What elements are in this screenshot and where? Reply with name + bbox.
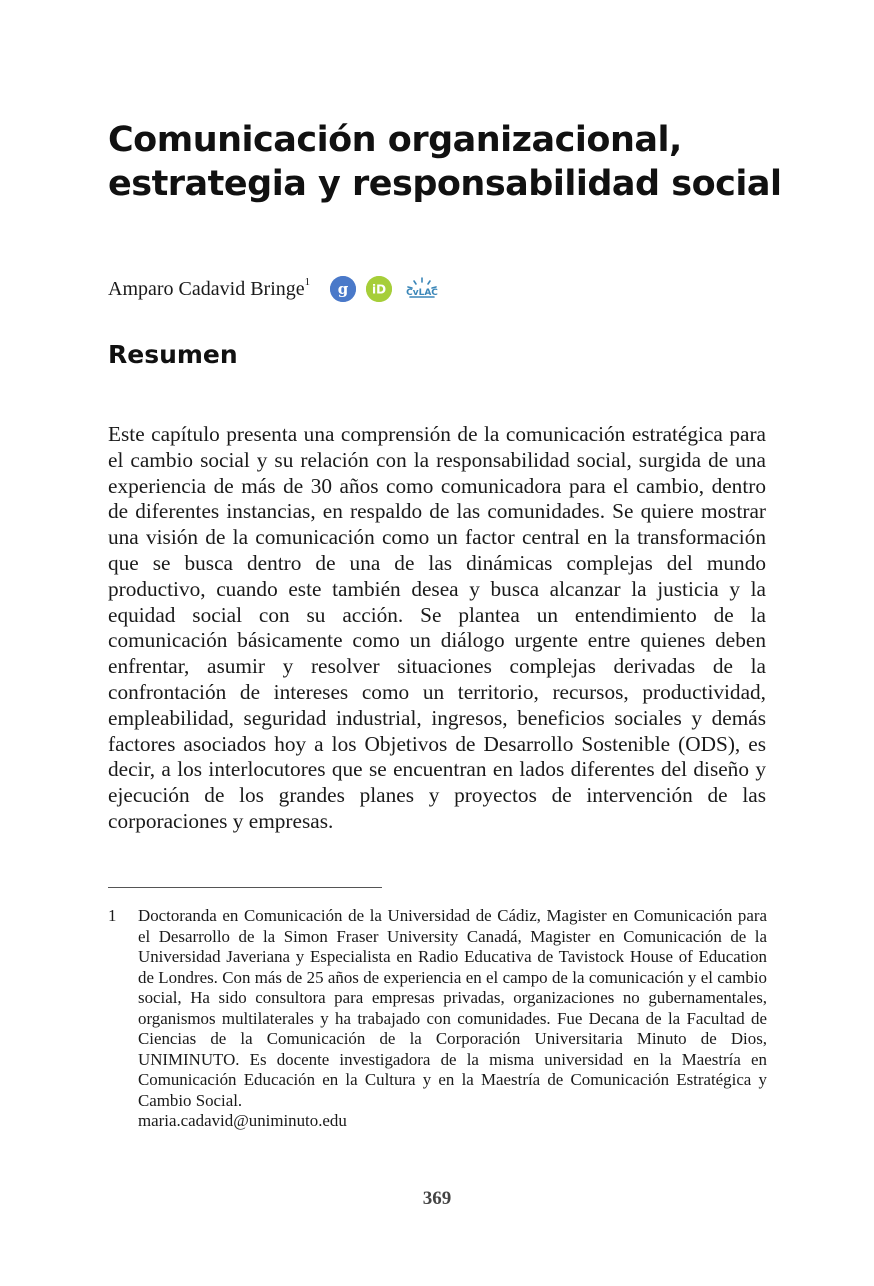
chapter-title-line-2: estrategia y responsabilidad social: [108, 164, 782, 204]
page-number: 369: [422, 1188, 452, 1209]
svg-text:g: g: [337, 280, 349, 298]
footnote-number: 1: [108, 906, 117, 925]
google-scholar-icon[interactable]: [330, 276, 356, 302]
cvlac-icon[interactable]: [404, 276, 440, 302]
orcid-icon[interactable]: [366, 276, 392, 302]
footnote-text: Doctoranda en Comunicación de la Universidad de Cádiz, Magister en Comunicación para el Desarrollo de la Simon Fraser University Canadá, Magister en Comunicación de la Universidad Javeriana y Especialista en Radio Educativa de Tavistock House of Education de Londres. Con más de 25 años de experiencia en el campo de la comunicación y el cambio social, Ha sido consultora para empresas privadas, organizaciones no gubernamentales, organismos multilaterales y ha trabajado con comunidades. Fue Decana de la Facultad de Ciencias de la Comunicación de la Corporación Universitaria Minuto de Dios, UNIMINUTO. Es docente investigadora de la misma universidad en la Maestría en Comunicación Educación en la Cultura y en la Maestría de Comunicación Estratégica y Cambio Social.: [138, 906, 767, 1110]
chapter-title-line-1: Comunicación organizacional,: [108, 120, 682, 160]
author-name: Amparo Cadavid Bringe$^1$: [108, 275, 311, 300]
abstract-paragraph: Este capítulo presenta una comprensión de la comunicación estratégica para el cambio social y su relación con la responsabilidad social, surgida de una experiencia de más de 30 años como comunicadora para el cambio, dentro de diferentes instancias, en respaldo de las comunidades. Se quiere mostrar una visión de la comunicación como un factor central en la transformación que se busca dentro de una de las dinámicas complejas del mundo productivo, cuando este también desea y busca alcanzar la justicia y la equidad social con su acción. Se plantea un entendimiento de la comunicación básicamente como un diálogo urgente entre quienes deben enfrentar, asumir y resolver situaciones complejas derivadas de la confrontación de intereses como un territorio, recursos, productividad, empleabilidad, seguridad industrial, ingresos, beneficios sociales y demás factores asociados hoy a los Objetivos de Desarrollo Sostenible (ODS), es decir, a los interlocutores que se encuentran en lados diferentes del diseño y ejecución de los grandes planes y proyectos de intervención de las corporaciones y empresas.: [108, 422, 766, 833]
svg-text:CvLAC: CvLAC: [406, 288, 439, 298]
footnote-marker[interactable]: 1: [304, 275, 311, 288]
footnote: [108, 906, 767, 1132]
svg-text:iD: iD: [372, 282, 387, 297]
author-email-link[interactable]: maria.cadavid@uniminuto.edu: [138, 1111, 347, 1130]
section-heading-resumen: Resumen: [108, 340, 238, 369]
footnote-divider: [108, 887, 382, 888]
chapter-title: [108, 118, 808, 206]
author-row: [108, 274, 440, 304]
